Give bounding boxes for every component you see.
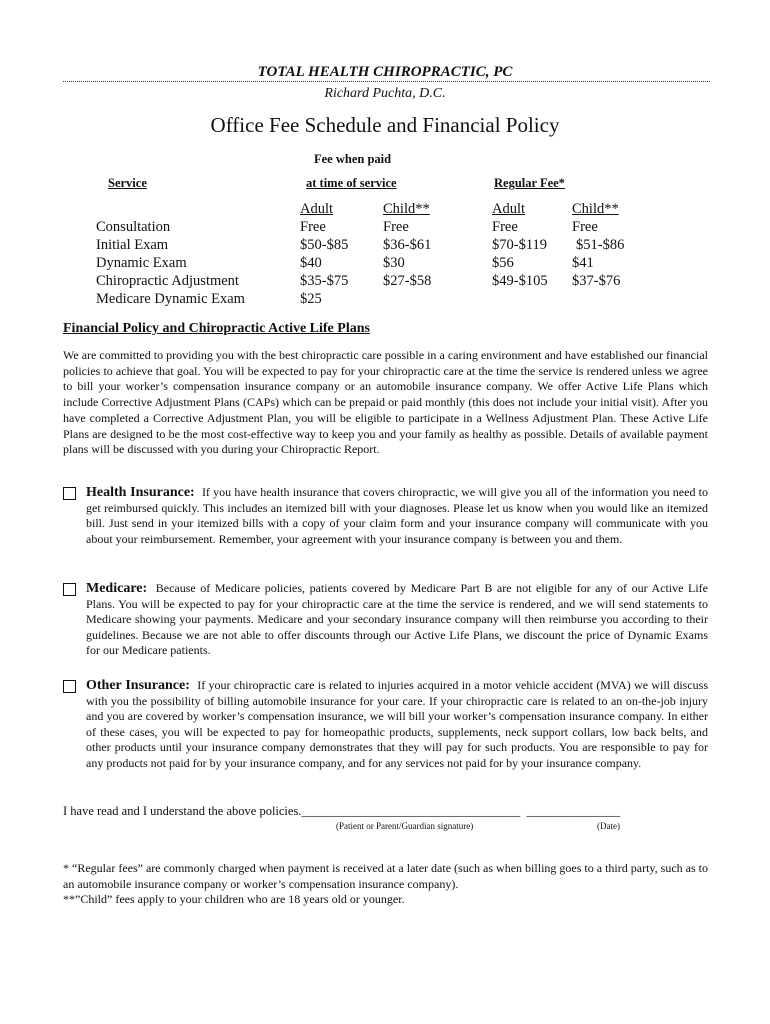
regular-fee-header: Regular Fee* — [494, 176, 565, 190]
date-field[interactable]: _______________ — [526, 804, 621, 818]
health-insurance-checkbox[interactable] — [63, 487, 76, 500]
other-insurance-label: Other Insurance: — [86, 678, 190, 693]
health-insurance-text: If you have health insurance that covers chiropractic, we will give you all of the information you need to get reimbursed quickly. This includes an itemized bill with your diagnoses. Please let us know when you would like an itemized bill. Just send in your itemized bills with a copy of your claim form and your insurance company will communicate with you about your reimbursement. Remember, your agreement with your insurance company is between you and them. — [86, 485, 708, 546]
option-health-insurance — [63, 485, 708, 547]
financial-policy-body: We are committed to providing you with the best chiropractic care possible in a caring environment and have established our financial policies to achieve that goal. You will be expected to pay for your chiropractic care at the time the service is rendered unless we agree to bill your worker’s compensation insurance company or an automobile insurance company. We offer Active Life Plans which include Corrective Adjustment Plans (CAPs) which can be prepaid or paid monthly (this does not include your initial visit). After you have completed a Corrective Adjustment Plan, you will be eligible to participate in a Wellness Adjustment Plan. These Active Life Plans are designed to be the most cost-effective way to keep you and your family as healthy as possible. Details of available payment plans will be discussed with you during your Chiropractic Report. — [63, 348, 708, 457]
regular-adult-header: Adult — [492, 201, 526, 217]
option-other-insurance — [63, 678, 708, 771]
other-insurance-checkbox[interactable] — [63, 680, 76, 693]
health-insurance-label: Health Insurance: — [86, 485, 195, 500]
fee-paid-header-line2: at time of service — [306, 176, 397, 190]
signature-statement: I have read and I understand the above policies. — [63, 804, 302, 818]
clinic-name: TOTAL HEALTH CHIROPRACTIC, PC — [257, 64, 513, 80]
page-title: Office Fee Schedule and Financial Policy — [210, 113, 560, 137]
regular-child-header: Child** — [572, 201, 619, 217]
option-medicare — [63, 581, 708, 659]
medicare-label: Medicare: — [86, 581, 148, 596]
paid-child-header: Child** — [383, 201, 430, 217]
medicare-checkbox[interactable] — [63, 583, 76, 596]
signature-field[interactable]: ___________________________________ — [301, 804, 521, 818]
doctor-name: Richard Puchta, D.C. — [324, 86, 446, 101]
medicare-text: Because of Medicare policies, patients covered by Medicare Part B are not eligible for any of our Active Life Plans. You will be expected to pay for your chiropractic care at the time the service is rendered, and we will send statements to Medicare showing your payments. Medicare and your secondary insurance company will then reimburse you according to their guidelines. Because we are not able to offer discounts through our Active Life Plans, we discount the price of Dynamic Exams for our Medicare patients. — [86, 581, 709, 657]
service-header: Service — [108, 176, 147, 190]
header-divider — [63, 81, 710, 82]
date-caption: (Date) — [597, 821, 620, 831]
financial-policy-heading: Financial Policy and Chiropractic Active Life Plans — [63, 321, 370, 336]
fee-paid-header-line1: Fee when paid — [314, 152, 392, 166]
signature-caption: (Patient or Parent/Guardian signature) — [336, 821, 474, 831]
footnote-regular-fees: * “Regular fees” are commonly charged when payment is received at a later date (such as when billing goes to a third party, such as to an automobile insurance company or worker’s compensation insurance company). — [63, 861, 708, 891]
paid-adult-header: Adult — [300, 201, 334, 217]
footnote-child-fees: **”Child” fees apply to your children who are 18 years old or younger. — [63, 892, 405, 906]
signature-line — [63, 804, 620, 819]
other-insurance-text: If your chiropractic care is related to injuries acquired in a motor vehicle accident (MVA) we will discuss with you the possibility of billing automobile insurance for your care. If your chiropractic care is related to an on-the-job injury and you are covered by worker’s compensation insurance, we will bill your worker’s compensation insurance company. In either of these cases, you will be expected to pay for homeopathic products, supplements, neck support collars, low back belts, and other products until your insurance company demonstrates that they will pay for such products. You are responsible to pay for any products not paid for by your insurance company, and for any services not paid for by your insurance company. — [86, 678, 709, 770]
document-page: TOTAL HEALTH CHIROPRACTIC, PC Richard Puchta, D.C. Office Fee Schedule and Financial Policy Fee when paid Service at time of service Regular Fee* Adult Child** Adult Child** Consultation Free Free Free Free Initial Exam $50-$85 $36-$61 $70-$119 $51-$86 Dynamic Exam $40 $30 $56 $41 Chiropractic Adjustment $35-$75 $27-$58 $49-$105 $37-$76 Medicare Dynamic Exam $25 Financial Policy and Chiropractic Active Life Plans We are committed to providing you with the best chiropractic care possible in a caring environment and have established our financial policies to achieve that goal. You will be expected to pay for your chiropractic care at the time the service is rendered unless we agree to bill your worker’s compensation insurance company or an automobile insurance company. We offer Active Life Plans which include Corrective Adjustment Plans (CAPs) which can be prepaid or paid monthly (this does not include your initial visit). After you have completed a Corrective Adjustment Plan, you will be eligible to participate in a Wellness Adjustment Plan. These Active Life Plans are designed to be the most cost-effective way to keep you and your family as healthy as possible. Details of available payment plans will be discussed with you during your Chiropractic Report. Health Insurance: If you have health insurance that covers chiropractic, we will give you all of the information you need to get reimbursed quickly. This includes an itemized bill with your diagnoses. Please let us know when you would like an itemized bill. Just send in your itemized bills with a copy of your claim form and your insurance company will communicate with you about your reimbursement. Remember, your agreement with your insurance company is between you and them. Medicare: Because of Medicare policies, patients covered by Medicare Part B are not eligible for any of our Active Life Plans. You will be expected to pay for your chiropractic care at the time the service is rendered, and we will send statements to Medicare showing your payments. Medicare and your secondary insurance company will then reimburse you according to their guidelines. Because we are not able to offer discounts through our Active Life Plans, we discount the price of Dynamic Exams for our Medicare patients. Other Insurance: If your chiropractic care is related to injuries acquired in a motor vehicle accident (MVA) we will discuss with you the possibility of billing automobile insurance for your care. If your chiropractic care is related to an on-the-job injury and you are covered by worker’s compensation insurance, we will bill your worker’s compensation insurance company. In either of these cases, you will be expected to pay for homeopathic products, supplements, neck support collars, low back belts, and other products until your insurance company demonstrates that they will pay for such products. You are responsible to pay for any products not paid for by your insurance company, and for any services not paid for by your insurance company. I have read and I understand the above policies.___________________________________ _______________ (Patient or Parent/Guardian signature) (Date) * “Regular fees” are commonly charged when payment is received at a later date (such as when billing goes to a third party, such as to an automobile insurance company or worker’s compensation insurance company). **”Child” fees apply to your children who are 18 years old or younger. — [0, 0, 770, 1024]
